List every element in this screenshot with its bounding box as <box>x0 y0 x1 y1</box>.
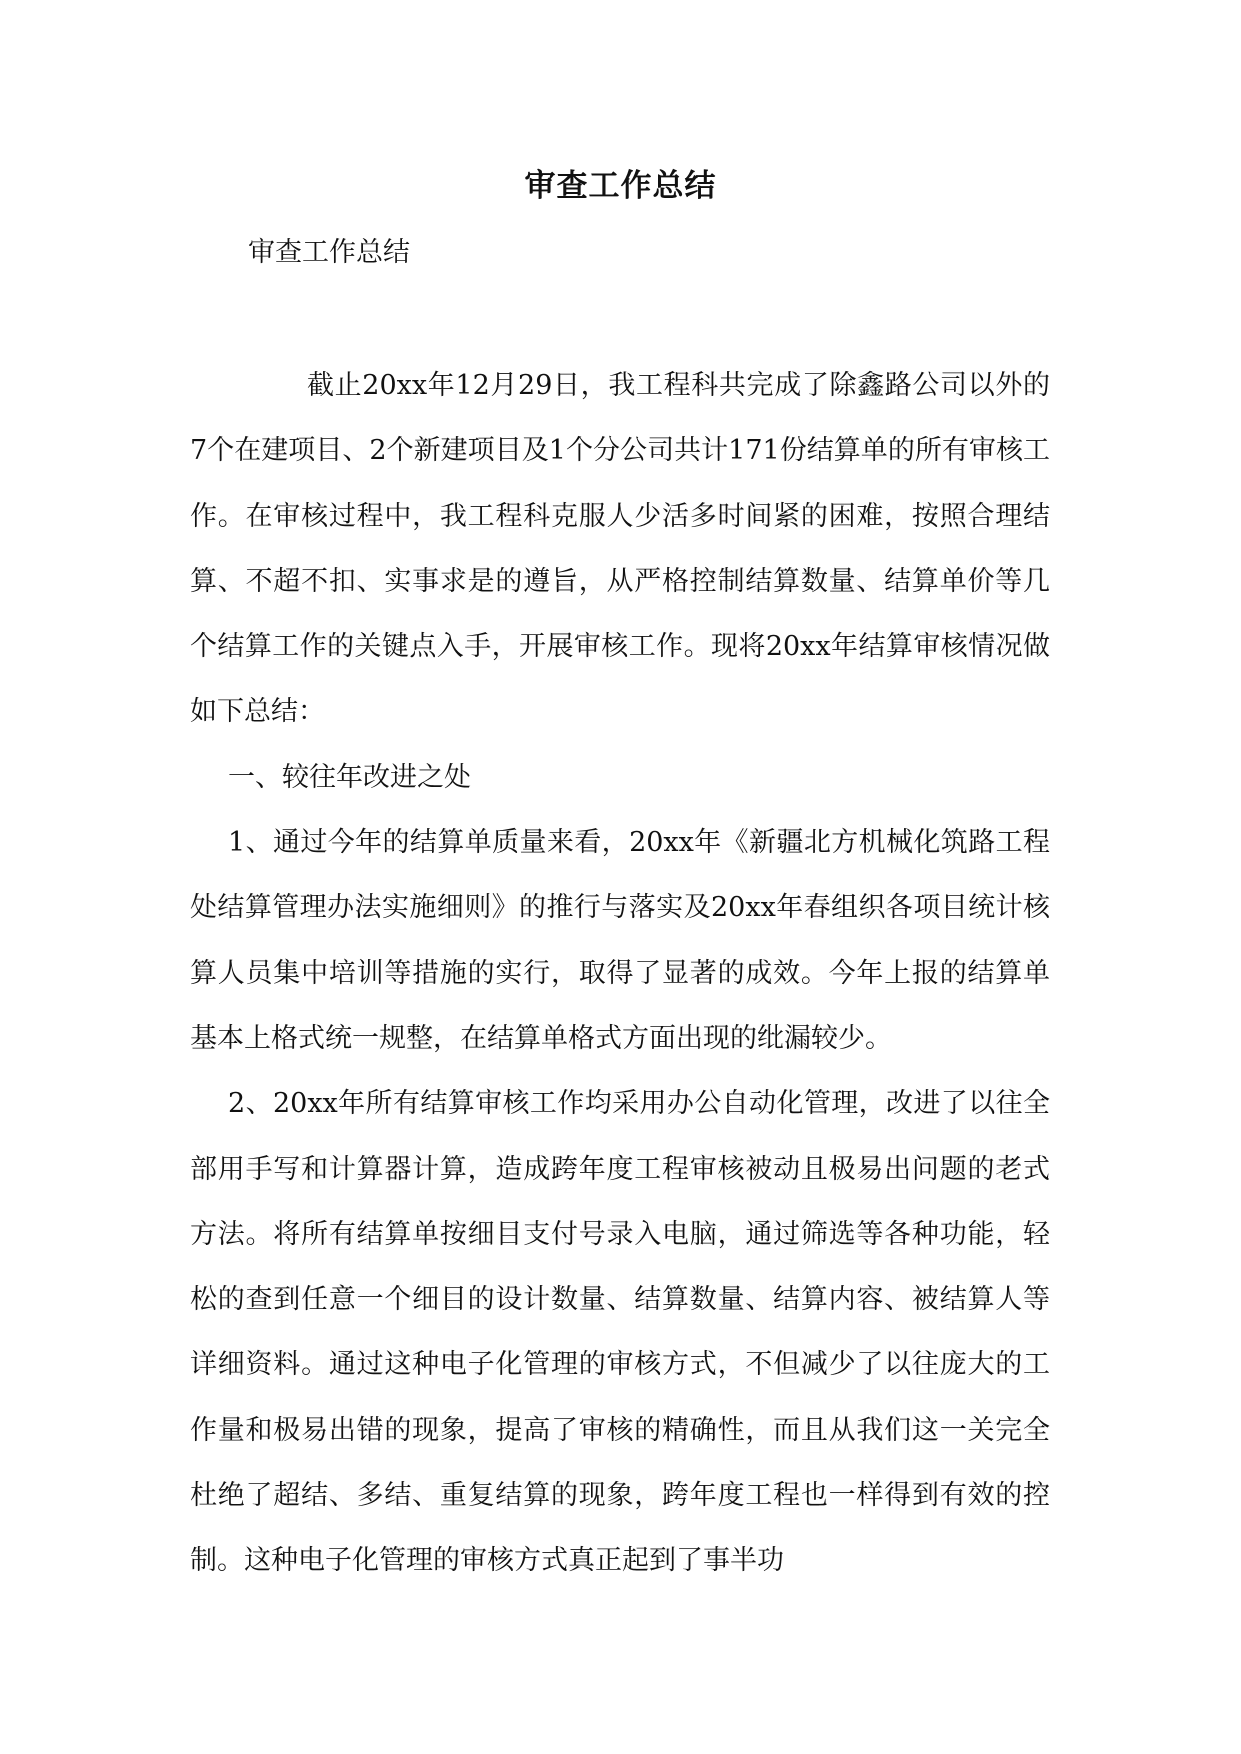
section-heading: 一、较往年改进之处 <box>228 761 471 793</box>
document-body <box>190 353 1050 1594</box>
paragraph-point-2: 2、20xx年所有结算审核工作均采用办公自动化管理，改进了以往全部用手写和计算器计算，造成跨年度工程审核被动且极易出问题的老式方法。将所有结算单按细目支付号录入电脑，通过筛选等各种功能，轻松的查到任意一个细目的设计数量、结算数量、结算内容、被结算人等详细资料。通过这种电子化管理的审核方式，不但减少了以往庞大的工作量和极易出错的现象，提高了审核的精确性，而且从我们这一关完全杜绝了超结、多结、重复结算的现象，跨年度工程也一样得到有效的控制。这种电子化管理的审核方式真正起到了事半功 <box>190 1088 1050 1577</box>
paragraph-point-1: 1、通过今年的结算单质量来看，20xx年《新疆北方机械化筑路工程处结算管理办法实施细则》的推行与落实及20xx年春组织各项目统计核算人员集中培训等措施的实行，取得了显著的成效。今年上报的结算单基本上格式统一规整，在结算单格式方面出现的纰漏较少。 <box>190 827 1050 1054</box>
paragraph-intro: 截止20xx年12月29日，我工程科共完成了除鑫路公司以外的7个在建项目、2个新建项目及1个分公司共计171份结算单的所有审核工作。在审核过程中，我工程科克服人少活多时间紧的困难，按照合理结算、不超不扣、实事求是的遵旨，从严格控制结算数量、结算单价等几个结算工作的关键点入手，开展审核工作。现将20xx年结算审核情况做如下总结： <box>190 370 1050 728</box>
document-title: 审查工作总结 <box>524 168 717 204</box>
document-subtitle: 审查工作总结 <box>248 237 410 268</box>
